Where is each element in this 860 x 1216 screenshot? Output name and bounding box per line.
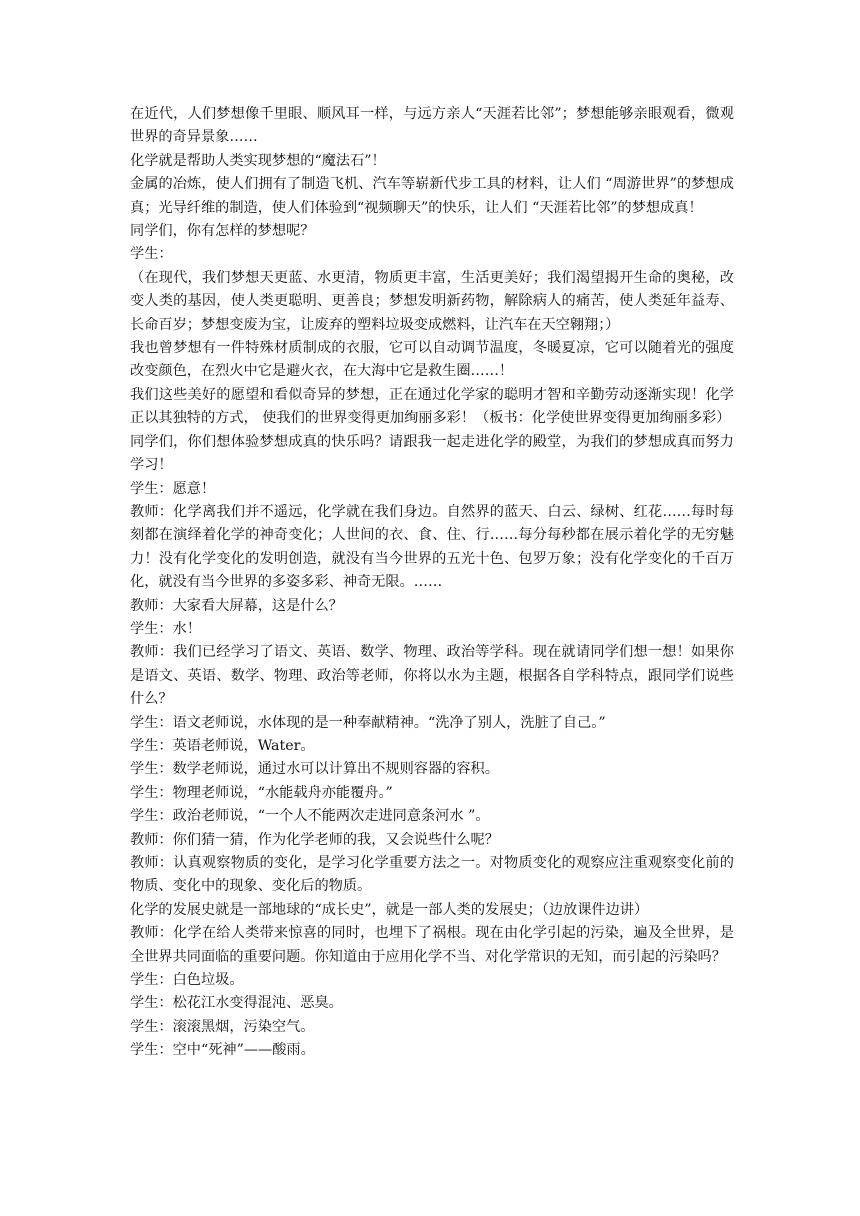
paragraph: 化学的发展史就是一部地球的“成长史”，就是一部人类的发展史；（边放课件边讲） bbox=[130, 901, 649, 918]
paragraph: 学生：空中“死神”——酸雨。 bbox=[130, 1042, 315, 1059]
document-body bbox=[130, 103, 734, 1063]
paragraph: 教师：你们猜一猜，作为化学老师的我，又会说些什么呢？ bbox=[130, 831, 499, 848]
paragraph: 学生：水！ bbox=[130, 620, 201, 637]
paragraph: 学生：政治老师说，“一个人不能两次走进同意条河水 ”。 bbox=[130, 808, 490, 825]
paragraph: （在现代，我们梦想天更蓝、水更清，物质更丰富，生活更美好；我们渴望揭开生命的奥秘，改变人类的基因，使人类更聪明、更善良；梦想发明新药物，解除病人的痛苦，使人类延年益寿、长命百岁；梦想变废为宝，让废弃的塑料垃圾变成燃料，让汽车在天空翱翔；） bbox=[130, 269, 734, 333]
paragraph: 学生：愿意！ bbox=[130, 480, 216, 497]
paragraph: 我们这些美好的愿望和看似奇异的梦想，正在通过化学家的聪明才智和辛勤劳动逐渐实现！化学正以其独特的方式， 使我们的世界变得更加绚丽多彩！（板书：化学使世界变得更加绚丽多彩） bbox=[130, 386, 734, 427]
paragraph: 金属的冶炼，使人们拥有了制造飞机、汽车等崭新代步工具的材料，让人们 “周游世界”的梦想成真；光导纤维的制造，使人们体验到“视频聊天”的快乐，让人们 “天涯若比邻”的梦想成真！ bbox=[130, 176, 734, 216]
paragraph: 教师：化学在给人类带来惊喜的同时，也埋下了祸根。现在由化学引起的污染，遍及全世界，是全世界共同面临的重要问题。你知道由于应用化学不当、对化学常识的无知，而引起的污染吗？ bbox=[130, 925, 734, 965]
paragraph: 学生：松花江水变得混沌、恶臭。 bbox=[130, 995, 343, 1012]
paragraph: 化学就是帮助人类实现梦想的“魔法石”！ bbox=[130, 152, 386, 169]
paragraph: 学生：白色垃圾。 bbox=[130, 972, 244, 989]
paragraph: 学生： bbox=[130, 246, 173, 263]
paragraph: 教师：我们已经学习了语文、英语、数学、物理、政治等学科。现在就请同学们想一想！如果你是语文、英语、数学、物理、政治等老师，你将以水为主题，根据各自学科特点，跟同学们说些什么？ bbox=[130, 644, 734, 708]
paragraph: 教师：大家看大屏幕，这是什么？ bbox=[130, 597, 343, 614]
paragraph: 同学们，你们想体验梦想成真的快乐吗？请跟我一起走进化学的殿堂，为我们的梦想成真而努力学习！ bbox=[130, 433, 734, 474]
paragraph: 教师：认真观察物质的变化，是学习化学重要方法之一。对物质变化的观察应注重观察变化前的物质、变化中的现象、变化后的物质。 bbox=[130, 855, 734, 895]
paragraph: 教师：化学离我们并不遥远，化学就在我们身边。自然界的蓝天、白云、绿树、红花……每时每刻都在演绎着化学的神奇变化；人世间的衣、食、住、行……每分每秒都在展示着化学的无穷魅力！没有化学变化的发明创造，就没有当今世界的五光十色、包罗万象；没有化学变化的千百万化，就没有当今世界的多姿多彩、神奇无限。…… bbox=[130, 503, 734, 591]
paragraph: 同学们，你有怎样的梦想呢？ bbox=[130, 223, 315, 240]
paragraph: 学生：英语老师说，Water。 bbox=[130, 737, 315, 754]
paragraph: 我也曾梦想有一件特殊材质制成的衣服，它可以自动调节温度，冬暖夏凉，它可以随着光的强度改变颜色，在烈火中它是避火衣，在大海中它是救生圈……！ bbox=[130, 340, 734, 380]
paragraph: 学生：滚滚黑烟，污染空气。 bbox=[130, 1018, 315, 1035]
paragraph: 学生：语文老师说，水体现的是一种奉献精神。“洗净了别人，洗脏了自己。” bbox=[130, 714, 606, 731]
paragraph: 学生：物理老师说，“水能载舟亦能覆舟。” bbox=[130, 784, 393, 801]
paragraph: 学生：数学老师说，通过水可以计算出不规则容器的容积。 bbox=[130, 761, 499, 778]
paragraph: 在近代，人们梦想像千里眼、顺风耳一样，与远方亲人“天涯若比邻”；梦想能够亲眼观看，微观世界的奇异景象…… bbox=[130, 106, 734, 146]
